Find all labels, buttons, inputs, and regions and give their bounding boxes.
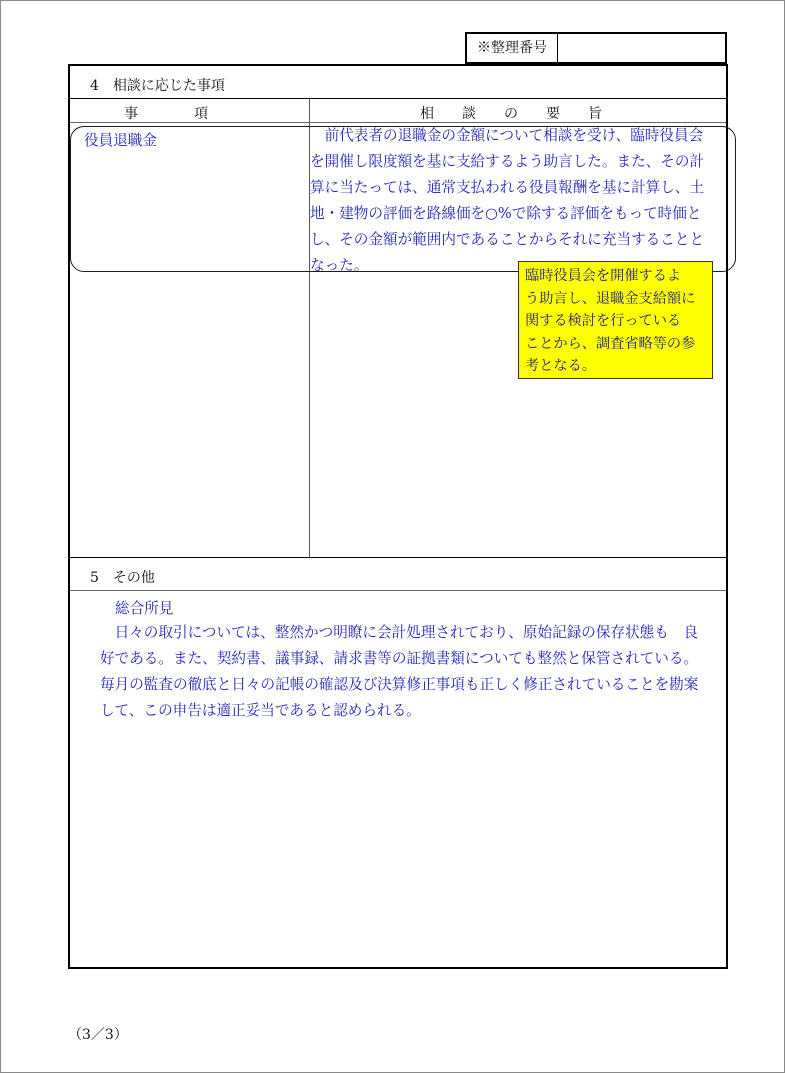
body-line: 日々の取引については、整然かつ明瞭に会計処理されており、原始記録の保存状態も 良: [100, 624, 699, 641]
divider: [70, 590, 726, 591]
page-number: （3／3）: [68, 1027, 128, 1043]
section5-title: 5 その他: [90, 570, 155, 586]
body-line: して、この申告は適正妥当であると認められる。: [100, 702, 421, 719]
reference-number-box: [465, 32, 727, 64]
summary-line: し、その金額が範囲内であることからそれに充当することと: [310, 231, 705, 248]
column-header-item: 事 項: [124, 106, 208, 122]
note-line: ことから、調査省略等の参: [525, 335, 696, 352]
note-line: 考となる。: [525, 358, 596, 374]
section5-body: [100, 620, 698, 724]
note-line: 臨時役員会を開催するよ: [525, 268, 682, 284]
summary-line: 地・建物の評価を路線価を○%で除する評価をもって時価と: [310, 205, 702, 222]
summary-line: 前代表者の退職金の金額について相談を受け、臨時役員会: [310, 127, 704, 144]
consultation-item: 役員退職金: [84, 132, 157, 149]
summary-line: を開催し限度額を基に支給するよう助言した。また、その計: [310, 153, 705, 170]
body-line: 好である。また、契約書、議事録、請求書等の証拠書類についても整然と保管されている。: [100, 650, 699, 667]
section5-subtitle: 総合所見: [115, 600, 174, 617]
annotation-note: [518, 261, 713, 379]
body-line: 毎月の監査の徹底と日々の記帳の確認及び決算修正事項も正しく修正されていることを勘案: [100, 676, 699, 693]
highlight-outline: [70, 126, 736, 272]
column-header-summary: 相 談 の 要 旨: [420, 106, 602, 122]
divider: [70, 557, 726, 558]
note-line: 関する検討を行っている: [525, 313, 682, 329]
reference-number-label: ※整理番号: [467, 34, 558, 62]
note-line: う助言し、退職金支給額に: [525, 290, 696, 307]
divider: [70, 98, 726, 99]
summary-line: なった。: [310, 257, 369, 274]
section4-title: 4 相談に応じた事項: [90, 78, 225, 94]
summary-line: 算に当たっては、通常支払われる役員報酬を基に計算し、土: [310, 179, 705, 196]
